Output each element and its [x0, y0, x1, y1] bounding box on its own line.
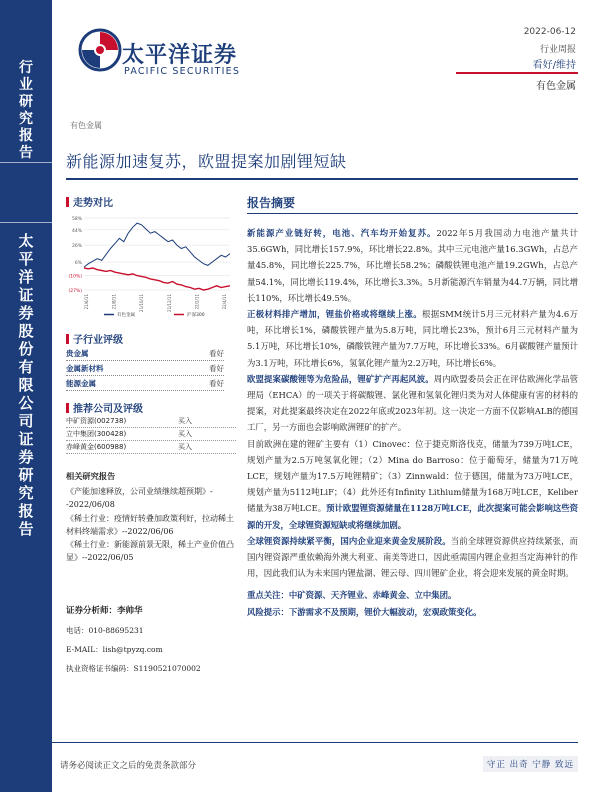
related-reports	[66, 470, 236, 564]
sub-industry-rating: 看好	[209, 364, 224, 373]
company-name: 立中集团(300428)	[66, 430, 127, 438]
trend-chart	[62, 212, 234, 322]
x-tick-label: 21/8/11	[111, 294, 117, 310]
sub-industry-name: 能源金属	[66, 379, 96, 388]
summary-body	[247, 225, 578, 620]
report-title: 新能源加速复苏，欧盟提案加剧锂短缺	[66, 152, 347, 171]
legend-label: 沪深300	[187, 313, 205, 318]
footer-motto: 守正 出奇 宁静 致远	[483, 756, 578, 772]
report-type: 行业周报	[539, 45, 576, 55]
footer-divider	[52, 742, 578, 743]
summary-paragraph: 新能源产业链好转，电池、汽车均开始复苏。2022年5月我国动力电池产量共计35.6GWh，同比增长157.9%，环比增长22.8%。其中三元电池产量16.3GWh，占总产量45.8%，同比增长225.7%，环比增长58.2%；磷酸铁锂电池产量19.2GWh，占总产量54.1%，同比增长119.4%，环比增长3.3%。5月新能源汽车销量为44.7万辆，同比增长110%，环比增长49.5%。	[247, 228, 578, 303]
y-tick-label: 44%	[71, 228, 82, 234]
analyst-heading: 证券分析师：李帅华	[66, 606, 143, 616]
series-line	[84, 268, 230, 290]
section-marker	[66, 334, 69, 344]
table-row	[66, 346, 224, 361]
summary-paragraph: 欧盟提案碳酸锂等为危险品，锂矿扩产再起风波。周内欧盟委员会正在评估欧洲化学品管理局（EHCA）的一项关于将碳酸锂、氯化锂和氢氧化锂归类为对人体健康有害的材料的提案，对此提案最终决定在2022年底或2023年初。这一决定一方面不仅影响ALB的德国工厂，另一方面也会影响欧洲锂矿的扩产。	[247, 373, 578, 433]
sidebar-divider	[0, 222, 52, 223]
summary-paragraph: 目前欧洲在建的锂矿主要有（1）Cinovec：位于捷克斯洛伐克，储量为739万吨LCE，规划产量为2.5万吨氢氧化锂；（2）Mina do Barroso：位于葡萄牙，储量为71万吨LCE，规划产量为17.5万吨锂精矿；（3）Zinnwald：位于德国，储量为73万吨LCE，规划产量为5112吨LiF；（4）此外还有Infinity Lithium储量为168万吨LCE，Keliber储量为38万吨LCE。预计欧盟锂资源储量在1128万吨LCE，此次提案可能会影响这些资源的开发，全球锂资源短缺或将继续加剧。	[247, 438, 578, 530]
footer-disclaimer: 请务必阅读正文之后的免责条款部分	[60, 761, 197, 771]
header-divider	[456, 72, 578, 74]
focus-line: 重点关注：中矿资源、天齐锂业、赤峰黄金、立中集团。	[247, 590, 457, 601]
analyst-license: 执业资格证书编码：S1190521070002	[66, 664, 201, 673]
sub-industry-rating: 看好	[209, 379, 224, 388]
logo-text-cn: 太平洋证券	[122, 43, 238, 68]
section-marker	[66, 197, 69, 207]
y-tick-label: 58%	[71, 217, 82, 222]
sidebar-company-label: 太 平 洋 证 券 股 份 有 限 公 司 证 券 研 究 报 告	[18, 232, 34, 538]
legend-label: 有色金属	[117, 313, 135, 318]
category-label: 有色金属	[70, 121, 102, 130]
x-tick-label: 22/2/11	[194, 294, 200, 310]
table-row	[66, 376, 224, 391]
table-row	[66, 428, 236, 441]
summary-divider	[247, 213, 578, 214]
x-tick-label: 21/6/11	[84, 294, 89, 310]
analyst-email[interactable]: E-MAIL：lish@tpyzq.com	[66, 645, 163, 654]
table-row	[66, 361, 224, 376]
table-row	[66, 415, 236, 428]
risk-line: 风险提示：下游需求不及预期，锂价大幅波动，宏观政策变化。	[247, 606, 482, 617]
y-tick-label: 6%	[74, 261, 82, 267]
industry-rating-table	[66, 346, 224, 391]
logo-text-en: PACIFIC SECURITIES	[124, 66, 241, 77]
company-name: 赤峰黄金(600988)	[66, 443, 127, 451]
company-rating: 买入	[178, 443, 192, 451]
report-date: 2022-06-12	[523, 27, 576, 37]
x-tick-label: 21/10/11	[139, 294, 145, 312]
related-report-link[interactable]: 《稀土行业：疫情好转叠加政策利好，拉动稀土材料终端需求》--2022/06/06	[66, 513, 234, 536]
industry-rating: 看好/维持	[532, 60, 576, 71]
sidebar	[0, 0, 52, 792]
section-marker	[66, 403, 69, 413]
sub-industry-rating: 看好	[209, 349, 224, 358]
analyst-phone: 电话：010-88695231	[66, 626, 144, 635]
sub-industry-name: 贵金属	[66, 349, 89, 358]
sidebar-divider	[0, 162, 52, 163]
trend-heading: 走势对比	[66, 194, 113, 209]
rating-heading: 子行业评级	[66, 331, 123, 346]
sub-industry-name: 金属新材料	[66, 364, 104, 373]
recommended-heading: 推荐公司及评级	[66, 400, 143, 415]
recommended-table	[66, 415, 236, 454]
sector-label: 有色金属	[536, 81, 576, 92]
summary-heading: 报告摘要	[247, 196, 296, 210]
summary-paragraph: 正极材料排产增加，锂盐价格或将继续上涨。根据SMM统计5月三元材料产量为4.6万吨，环比增长1%，磷酸铁锂产量为5.8万吨，同比增长23%，预计6月三元材料产量为5.1万吨，环比增长10%，磷酸铁锂产量为7.7万吨，环比增长33%。6月碳酸锂产量预计为3.1万吨，环比增长6%，氢氧化锂产量为2.2万吨，环比增长6%。	[247, 309, 578, 368]
table-row	[66, 441, 236, 454]
y-tick-label: (10%)	[68, 274, 82, 280]
title-divider	[66, 178, 578, 180]
related-report-link[interactable]: 《稀土行业：新能源前景无限，稀土产业价值凸显》--2022/06/05	[66, 540, 234, 563]
x-tick-label: 22/4/11	[222, 294, 227, 310]
company-rating: 买入	[178, 417, 192, 425]
related-heading: 相关研究报告	[66, 471, 116, 481]
x-tick-label: 21/12/11	[166, 294, 172, 312]
y-tick-label: (27%)	[68, 289, 82, 294]
summary-paragraph: 全球锂资源持续紧平衡，国内企业迎来黄金发展阶段。当前全球锂资源供应持续紧张，而国内锂资源严重依赖海外澳大利亚、南美等进口，因此亟需国内锂企业担当定海神针的作用，因此我们认为未来国内锂盐湖、锂云母、四川锂矿企业，将会迎来发展的黄金时期。	[247, 535, 579, 579]
analyst-info	[66, 602, 236, 678]
sidebar-report-label: 行 业 研 究 报 告	[19, 60, 33, 161]
y-tick-label: 26%	[71, 244, 82, 250]
related-report-link[interactable]: 《产能加速释放，公司业绩继续超预期》--2022/06/08	[66, 487, 213, 510]
company-rating: 买入	[178, 430, 192, 438]
company-name: 中矿资源(002738)	[66, 417, 127, 425]
